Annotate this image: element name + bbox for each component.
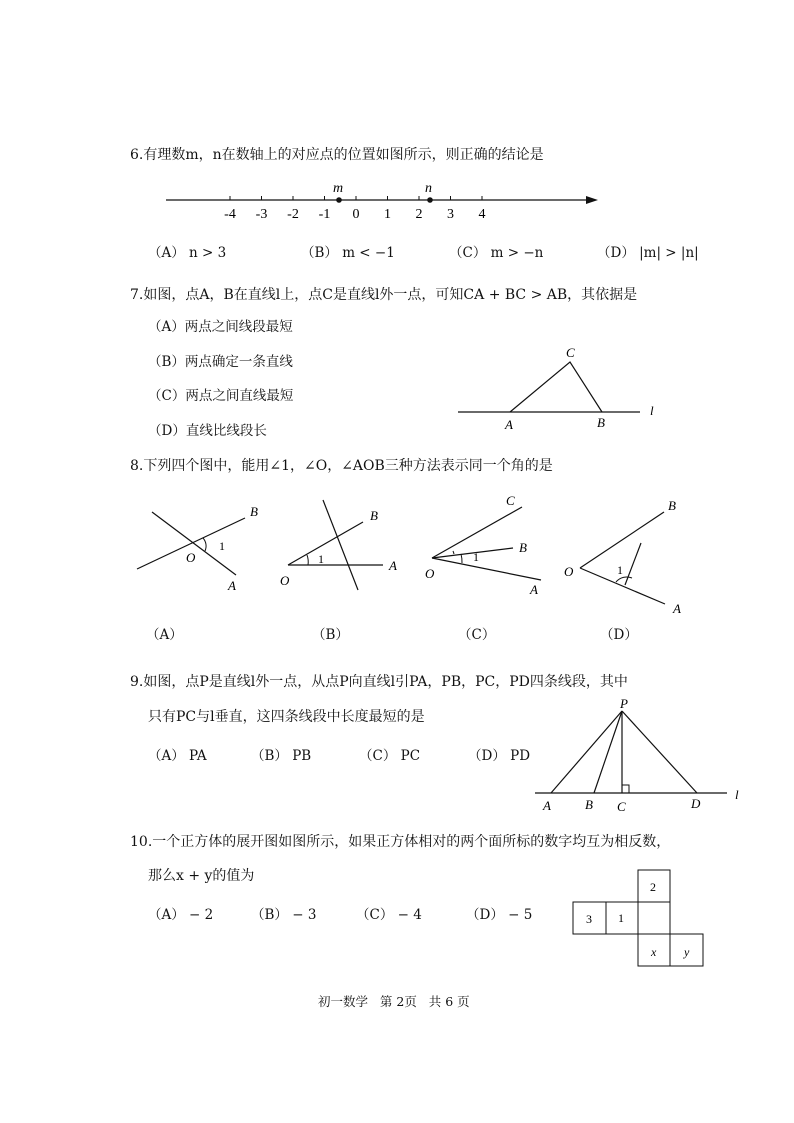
q8-c-label-1: 1 [473, 550, 479, 564]
number-line-tick-label: 2 [415, 207, 423, 222]
q7-label-c: C [566, 345, 575, 360]
q10-option-d[interactable]: （D） − 5 [466, 907, 533, 923]
q8-b-label-1: 1 [318, 552, 324, 566]
q8-a-label-1: 1 [219, 539, 225, 553]
q8-b-label-a: A [389, 558, 397, 573]
q9-label-l: l [735, 787, 739, 802]
q8-d-label-o: O [564, 564, 574, 579]
q9-stem-line1: 9.如图，点P是直线l外一点，从点P向直线l引PA，PB，PC，PD四条线段，其中 [130, 674, 628, 690]
cube-face-x: x [651, 945, 657, 959]
q7-option-d[interactable]: （D）直线比线段长 [148, 423, 267, 439]
q6-stem: 6.有理数m，n在数轴上的对应点的位置如图所示，则正确的结论是 [130, 147, 544, 163]
q8-d-label-1: 1 [617, 563, 623, 577]
q9-label-p: P [620, 696, 628, 711]
q8-option-a[interactable]: （A） [146, 627, 183, 643]
q10-option-c[interactable]: （C） − 4 [356, 907, 422, 923]
number-line-tick-label: -2 [287, 207, 299, 222]
number-line-tick-label: -1 [318, 207, 331, 222]
q6-option-a[interactable]: （A） n > 3 [148, 245, 227, 261]
q10-option-a[interactable]: （A） − 2 [148, 907, 214, 923]
q9-label-b: B [585, 797, 593, 812]
q10-option-b[interactable]: （B） − 3 [251, 907, 317, 923]
q9-option-c[interactable]: （C） PC [359, 748, 421, 764]
point-n-label: n [425, 181, 432, 196]
q8-stem: 8.下列四个图中，能用∠1，∠O，∠AOB三种方法表示同一个角的是 [130, 458, 553, 474]
q8-d-label-b: B [668, 498, 676, 513]
q7-option-b[interactable]: （B）两点确定一条直线 [148, 354, 293, 370]
q8-a-label-o: O [186, 550, 196, 565]
q8-option-d[interactable]: （D） [600, 627, 638, 643]
q7-stem: 7.如图，点A，B在直线l上，点C是直线l外一点，可知CA + BC > AB，其依据是 [130, 287, 638, 303]
q9-label-d: D [691, 796, 701, 811]
q9-stem-line2: 只有PC与l垂直，这四条线段中长度最短的是 [148, 709, 425, 725]
q9-option-d[interactable]: （D） PD [468, 748, 531, 764]
q8-c-label-c: C [506, 493, 515, 508]
q6-option-b[interactable]: （B） m < −1 [301, 245, 395, 261]
q8-b-label-o: O [280, 573, 290, 588]
q8-option-b[interactable]: （B） [312, 627, 349, 643]
q7-label-l: l [650, 403, 654, 418]
q8-c-label-o: O [425, 566, 435, 581]
cube-face-2: 2 [650, 880, 656, 894]
q8-b-label-b: B [370, 508, 378, 523]
q7-option-a[interactable]: （A）两点之间线段最短 [148, 319, 293, 335]
number-line-tick-label: 0 [352, 207, 360, 222]
q7-option-c[interactable]: （C）两点之间直线最短 [148, 388, 294, 404]
q8-d-label-a: A [673, 601, 681, 616]
q8-c-label-a: A [530, 582, 538, 597]
page-footer: 初一数学 第 2页 共 6 页 [318, 994, 470, 1009]
number-line-tick-label: 1 [384, 207, 391, 222]
number-line-tick-label: 4 [478, 207, 486, 222]
q10-stem-line2: 那么x + y的值为 [148, 868, 255, 884]
q9-option-b[interactable]: （B） PB [251, 748, 312, 764]
q10-stem-line1: 10.一个正方体的展开图如图所示，如果正方体相对的两个面所标的数字均互为相反数， [130, 834, 671, 850]
q9-label-c: C [617, 799, 626, 814]
q8-c-label-b: B [519, 540, 527, 555]
cube-face-y: y [684, 945, 690, 959]
q7-label-b: B [597, 415, 605, 430]
q8-option-c[interactable]: （C） [458, 627, 496, 643]
q8-a-label-b: B [250, 504, 258, 519]
q6-option-d[interactable]: （D） |m| > |n| [597, 245, 699, 261]
q9-option-a[interactable]: （A） PA [148, 748, 207, 764]
cube-face-1: 1 [618, 911, 624, 925]
number-line-tick-label: 3 [447, 207, 454, 222]
q9-label-a: A [543, 798, 551, 813]
number-line-tick-label: -3 [255, 207, 268, 222]
q8-a-label-a: A [228, 578, 236, 593]
q6-option-c[interactable]: （C） m > −n [449, 245, 544, 261]
cube-face-3: 3 [586, 912, 592, 926]
number-line-tick-label: -4 [224, 207, 236, 222]
point-m-label: m [333, 181, 344, 196]
q7-label-a: A [505, 417, 513, 432]
